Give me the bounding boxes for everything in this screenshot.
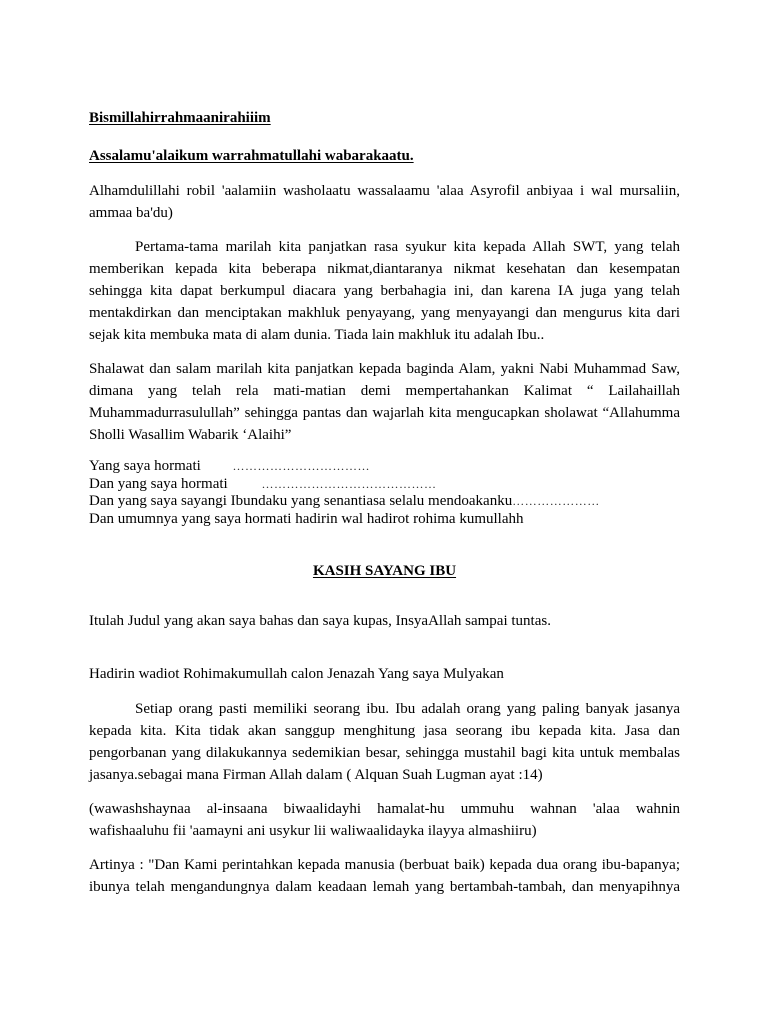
verse-line-2: wafishaaluhu fii 'aamayni ani usykur lii waliwaalidayka ilayya almashiiru): [89, 823, 537, 839]
greeting-3: [89, 491, 600, 511]
page-title: KASIH SAYANG IBU: [312, 563, 457, 579]
para1-line-5: sejak kita membuka mata di alam dunia. Tiada lain makhluk itu adalah Ibu..: [89, 327, 545, 343]
translation-line-1: Artinya : "Dan Kami perintahkan kepada manusia (berbuat baik) kepada dua orang ibu-bapanya;: [89, 857, 680, 873]
greeting-3-label: Dan yang saya sayangi Ibundaku yang senantiasa selalu mendoakanku: [89, 493, 513, 509]
opening-line-2: ammaa ba'du): [89, 205, 173, 221]
para3-line-3: pengorbanan yang dilakukannya sedemikian besar, sehingga mustahil bagi kita untuk membalas: [89, 745, 680, 761]
greeting-4: Dan umumnya yang saya hormati hadirin wal hadirot rohima kumullahh: [89, 511, 524, 527]
address-text: Hadirin wadiot Rohimakumullah calon Jenazah Yang saya Mulyakan: [89, 666, 504, 682]
para3-line-4: jasanya.sebagai mana Firman Allah dalam ( Alquan Suah Lugman ayat :14): [89, 767, 543, 783]
para3-line-1: Setiap orang pasti memiliki seorang ibu. Ibu adalah orang yang paling banyak jasanya: [135, 701, 680, 717]
para2-line-4: Sholli Wasallim Wabarik ‘Alaihi”: [89, 427, 292, 443]
greeting-2-label: Dan yang saya hormati: [89, 476, 228, 492]
salam-heading: Assalamu'alaikum warrahmatullahi wabarakaatu.: [89, 148, 414, 164]
greeting-3-dots: …………………: [512, 494, 600, 508]
para3-line-2: kepada kita. Kita tidak akan sanggup menghitung jasa seorang ibu kepada kita. Jasa dan: [89, 723, 680, 739]
para2-line-2: dimana yang telah rela mati-matian demi mempertahankan Kalimat “ Lailahaillah: [89, 383, 680, 399]
para2-line-1: Shalawat dan salam marilah kita panjatkan kepada baginda Alam, yakni Nabi Muhammad Saw,: [89, 361, 680, 377]
para1-line-1: Pertama-tama marilah kita panjatkan rasa syukur kita kepada Allah SWT, yang telah: [135, 239, 680, 255]
verse-line-1: (wawashshaynaa al-insaana biwaalidayhi hamalat-hu ummuhu wahnan 'alaa wahnin: [89, 801, 680, 817]
para1-line-3: sehingga kita dapat berkumpul diacara yang berbahagia ini, dan karena IA juga yang telah: [89, 283, 680, 299]
intro-text: Itulah Judul yang akan saya bahas dan saya kupas, InsyaAllah sampai tuntas.: [89, 613, 551, 629]
greeting-1-label: Yang saya hormati: [89, 458, 201, 474]
para1-line-2: memberikan kepada kita beberapa nikmat,diantaranya nikmat kesehatan dan kesempatan: [89, 261, 680, 277]
bismillah-heading: Bismillahirrahmaanirahiiim: [89, 110, 271, 126]
greeting-1-dots: ……………………………: [232, 459, 371, 473]
translation-line-2: ibunya telah mengandungnya dalam keadaan lemah yang bertambah-tambah, dan menyapihnya: [89, 879, 680, 895]
greeting-1: [89, 456, 370, 476]
opening-line-1: Alhamdulillahi robil 'aalamiin washolaatu wassalaamu 'alaa Asyrofil anbiyaa i wal mursaliin,: [89, 183, 680, 199]
para1-line-4: mentakdirkan dan menciptakan makhluk penyayang, yang menyayangi dan mengurus kita dari: [89, 305, 680, 321]
para2-line-3: Muhammadurrasulullah” sehingga pantas dan wajarlah kita mengucapkan sholawat “Allahumma: [89, 405, 680, 421]
greeting-2-dots: ……………………………………: [261, 477, 437, 491]
